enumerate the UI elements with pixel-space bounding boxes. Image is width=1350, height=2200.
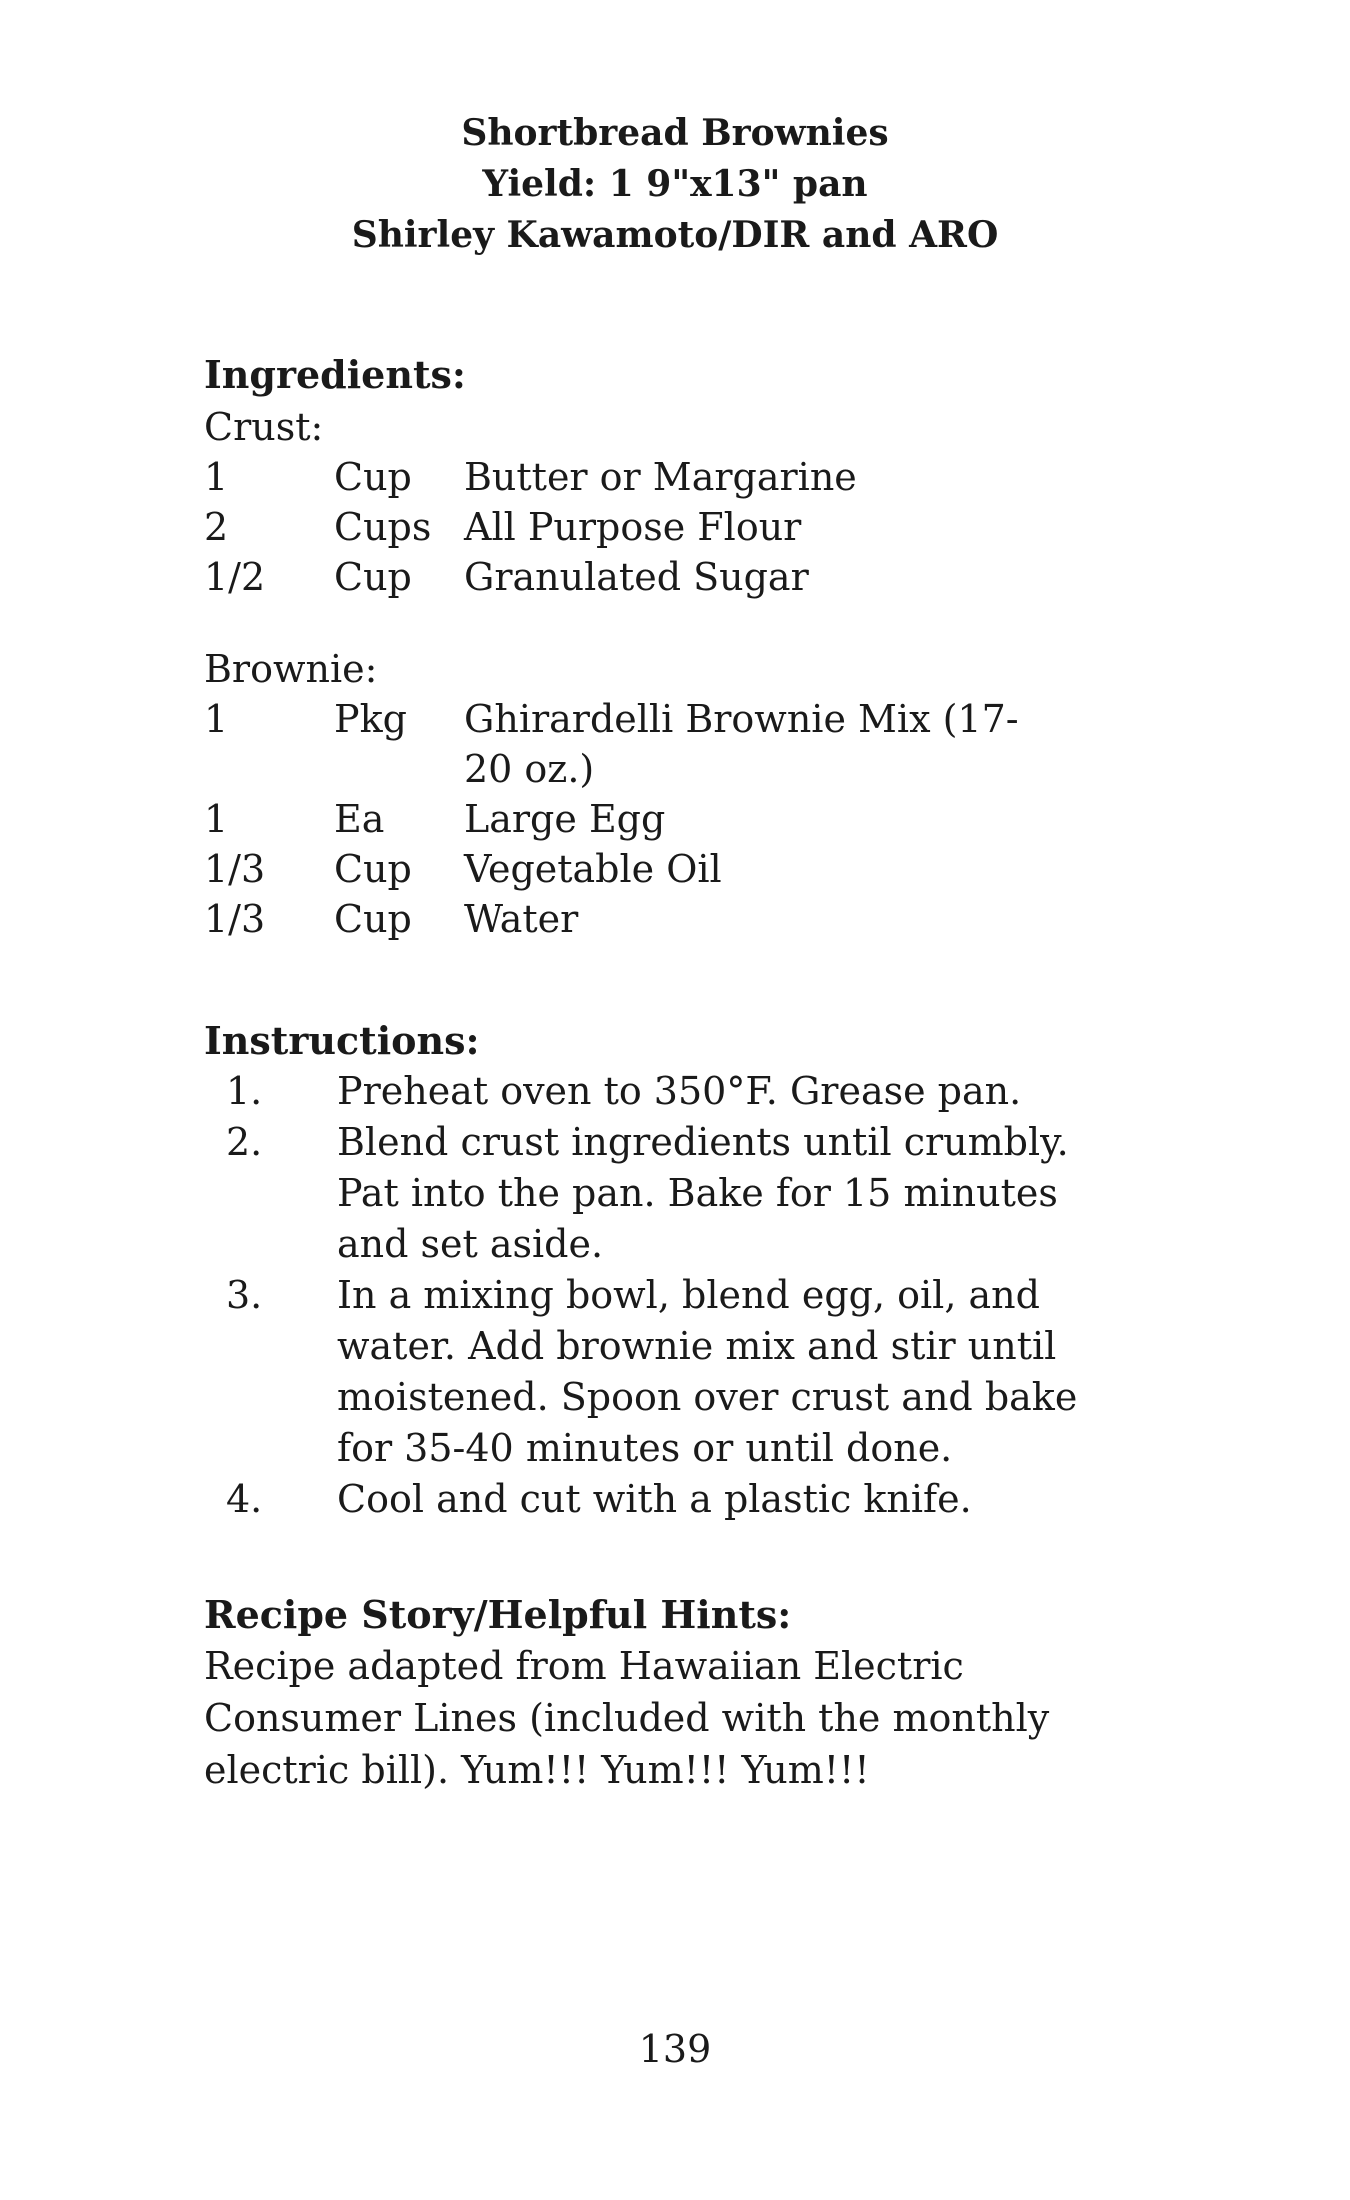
instruction-step bbox=[204, 1066, 1154, 1117]
instruction-step bbox=[204, 1474, 1154, 1525]
step-text: In a mixing bowl, blend egg, oil, and water. Add brownie mix and stir until moistened. Spoon over crust and bake for 35-40 minutes or until done. bbox=[337, 1273, 1078, 1470]
ingredient-unit: Ea bbox=[334, 797, 385, 841]
ingredient-qty: 1 bbox=[204, 455, 229, 499]
ingredient-name: Granulated Sugar bbox=[464, 555, 809, 599]
instruction-list bbox=[204, 1066, 1154, 1525]
ingredient-name: All Purpose Flour bbox=[464, 505, 802, 549]
ingredient-name: Ghirardelli Brownie Mix (17-20 oz.) bbox=[464, 697, 1019, 791]
ingredients-heading: Ingredients: bbox=[204, 352, 466, 397]
step-text: Blend crust ingredients until crumbly. Pat into the pan. Bake for 15 minutes and set aside. bbox=[337, 1120, 1069, 1266]
step-number: 1. bbox=[226, 1069, 263, 1113]
ingredient-qty: 1 bbox=[204, 697, 229, 741]
instructions-section bbox=[204, 1016, 1154, 1525]
ingredient-unit: Cup bbox=[334, 847, 412, 891]
ingredient-qty: 1/3 bbox=[204, 897, 266, 941]
story-heading: Recipe Story/Helpful Hints: bbox=[204, 1592, 792, 1637]
ingredient-row bbox=[204, 694, 1154, 794]
ingredient-name: Vegetable Oil bbox=[464, 847, 722, 891]
ingredient-qty: 1 bbox=[204, 797, 229, 841]
ingredient-row bbox=[204, 452, 1154, 502]
ingredient-name: Large Egg bbox=[464, 797, 666, 841]
ingredient-row bbox=[204, 794, 1154, 844]
page-number: 139 bbox=[638, 2027, 712, 2071]
step-number: 4. bbox=[226, 1477, 263, 1521]
recipe-author: Shirley Kawamoto/DIR and ARO bbox=[351, 214, 999, 256]
ingredient-unit: Cups bbox=[334, 505, 432, 549]
ingredient-name: Butter or Margarine bbox=[464, 455, 857, 499]
recipe-header bbox=[0, 108, 1350, 261]
ingredient-unit: Cup bbox=[334, 455, 412, 499]
recipe-title: Shortbread Brownies bbox=[461, 112, 889, 154]
instructions-heading: Instructions: bbox=[204, 1018, 480, 1063]
ingredient-row bbox=[204, 502, 1154, 552]
ingredient-unit: Cup bbox=[334, 555, 412, 599]
story-section bbox=[204, 1590, 1154, 1796]
crust-label: Crust: bbox=[204, 405, 324, 449]
ingredient-row bbox=[204, 894, 1154, 944]
instruction-step bbox=[204, 1117, 1154, 1270]
story-text: Recipe adapted from Hawaiian Electric Consumer Lines (included with the monthly electric bill). Yum!!! Yum!!! Yum!!! bbox=[204, 1644, 1050, 1792]
recipe-yield: Yield: 1 9"x13" pan bbox=[482, 163, 868, 205]
ingredient-qty: 1/3 bbox=[204, 847, 266, 891]
ingredient-unit: Cup bbox=[334, 897, 412, 941]
step-text: Cool and cut with a plastic knife. bbox=[337, 1477, 972, 1521]
brownie-label: Brownie: bbox=[204, 647, 378, 691]
ingredient-name: Water bbox=[464, 897, 579, 941]
ingredients-section bbox=[204, 350, 1154, 944]
ingredient-qty: 1/2 bbox=[204, 555, 266, 599]
step-number: 3. bbox=[226, 1273, 263, 1317]
step-text: Preheat oven to 350°F. Grease pan. bbox=[337, 1069, 1022, 1113]
ingredient-qty: 2 bbox=[204, 505, 229, 549]
instruction-step bbox=[204, 1270, 1154, 1474]
ingredient-row bbox=[204, 844, 1154, 894]
ingredient-unit: Pkg bbox=[334, 697, 407, 741]
step-number: 2. bbox=[226, 1120, 263, 1164]
ingredient-row bbox=[204, 552, 1154, 602]
